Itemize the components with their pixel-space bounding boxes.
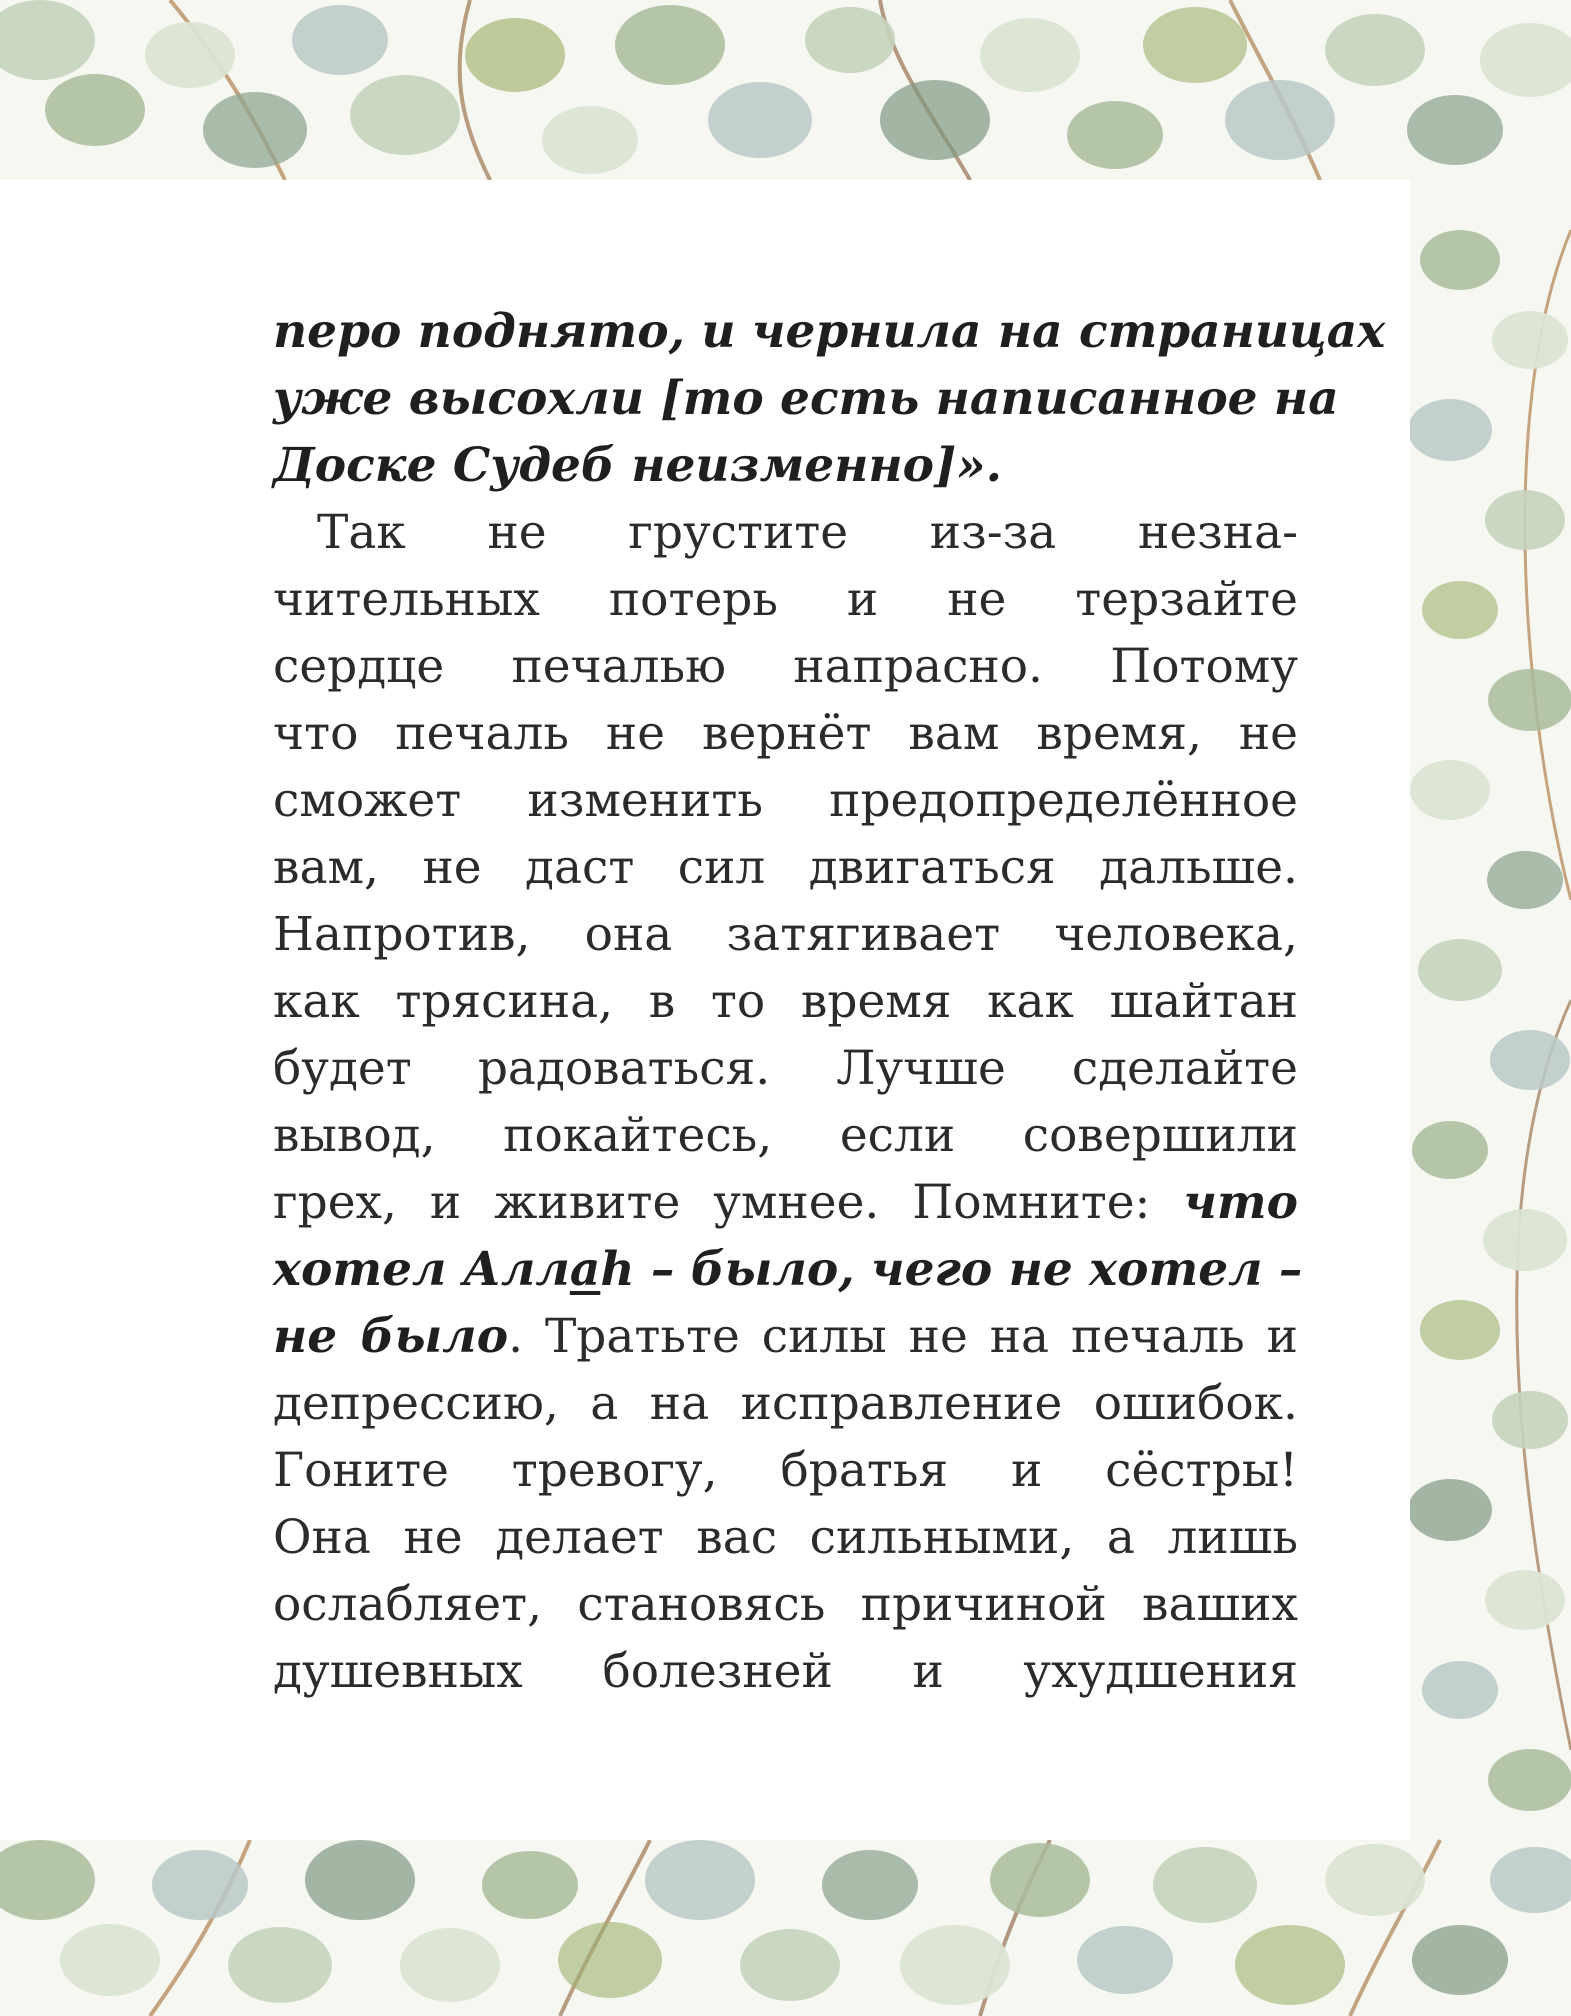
text-line: вам, не даст сил двигаться дальше. [273, 840, 1298, 895]
text-fragment: . Тратьте силы не на печаль и [508, 1309, 1298, 1364]
text-line: депрессию, а на исправление ошибок. [273, 1376, 1298, 1431]
text-line: вывод, покайтесь, если совершили [273, 1108, 1298, 1163]
text-fragment: а [569, 1242, 601, 1297]
text-line: душевных болезней и ухудшения [273, 1644, 1298, 1699]
text-line [273, 432, 1298, 499]
text-line: Гоните тревогу, братья и сёстры! [273, 1443, 1298, 1498]
text-line: будет радоваться. Лучше сделайте [273, 1041, 1298, 1096]
text-line: как трясина, в то время как шайтан [273, 974, 1298, 1029]
text-fragment: грех, и живите умнее. Помните: [273, 1175, 1184, 1230]
text-line: сможет изменить предопределённое [273, 773, 1298, 828]
text-line [273, 1236, 1303, 1303]
text-line [273, 1169, 1298, 1236]
text-line: сердце печалью напрасно. Потому [273, 639, 1298, 694]
text-line: что печаль не вернёт вам время, не [273, 706, 1298, 761]
text-line: чительных потерь и не терзайте [273, 572, 1298, 627]
body-text [273, 298, 1386, 1705]
text-line: ослабляет, становясь причиной ваших [273, 1577, 1298, 1632]
text-line: Напротив, она затягивает человека, [273, 907, 1298, 962]
right-leaf-border [1408, 230, 1571, 1811]
bottom-leaf-border [0, 1840, 1571, 2016]
text-fragment: не было [273, 1309, 509, 1364]
text-line [273, 1303, 1298, 1370]
text-line: Так не грустите из-за незна- [317, 505, 1298, 560]
text-fragment: h – было, чего не хотел – [600, 1242, 1303, 1297]
text-fragment: хотел Алл [273, 1242, 570, 1297]
text-fragment: что [1183, 1175, 1298, 1230]
text-line: уже высохли [то есть написанное на [273, 371, 1339, 426]
text-line: Она не делает вас сильными, а лишь [273, 1510, 1298, 1565]
text-line: перо поднято, и чернила на страницах [273, 304, 1386, 359]
text-fragment: Доске Судеб неизменно]». [273, 438, 1003, 493]
top-leaf-border [0, 0, 1571, 180]
